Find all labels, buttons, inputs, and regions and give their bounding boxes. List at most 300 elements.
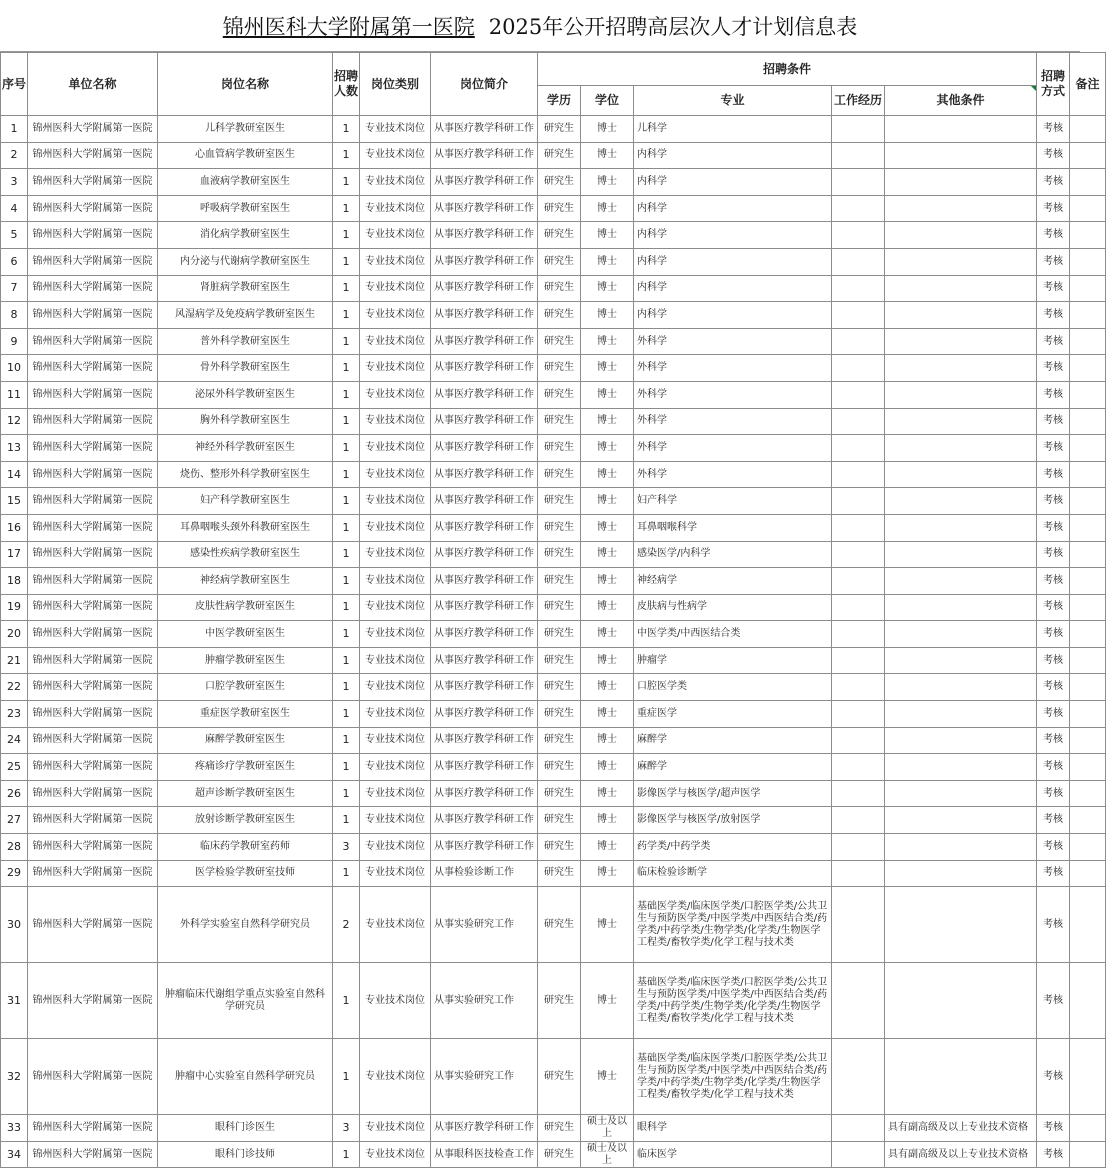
cell-unit: 锦州医科大学附属第一医院 — [28, 302, 158, 329]
cell-count: 1 — [333, 594, 360, 621]
cell-remark — [1070, 328, 1106, 355]
cell-other — [885, 488, 1037, 515]
cell-method: 考核 — [1037, 169, 1070, 196]
cell-other — [885, 302, 1037, 329]
header-count: 招聘人数 — [333, 53, 360, 116]
cell-unit: 锦州医科大学附属第一医院 — [28, 674, 158, 701]
cell-count: 1 — [333, 435, 360, 462]
cell-position: 消化病学教研室医生 — [158, 222, 333, 249]
cell-education: 研究生 — [538, 780, 581, 807]
cell-experience — [832, 1115, 885, 1142]
table-body — [1, 116, 1106, 1168]
cell-unit: 锦州医科大学附属第一医院 — [28, 195, 158, 222]
cell-education: 研究生 — [538, 887, 581, 963]
cell-education: 研究生 — [538, 328, 581, 355]
cell-remark — [1070, 408, 1106, 435]
cell-unit: 锦州医科大学附属第一医院 — [28, 169, 158, 196]
cell-degree: 博士 — [581, 834, 634, 861]
table-row — [1, 355, 1106, 382]
cell-category: 专业技术岗位 — [360, 328, 431, 355]
table-row — [1, 461, 1106, 488]
cell-count: 1 — [333, 381, 360, 408]
cell-intro: 从事医疗教学科研工作 — [431, 834, 538, 861]
cell-education: 研究生 — [538, 355, 581, 382]
cell-other — [885, 834, 1037, 861]
cell-intro: 从事医疗教学科研工作 — [431, 328, 538, 355]
cell-other: 具有副高级及以上专业技术资格 — [885, 1141, 1037, 1168]
cell-index: 30 — [1, 887, 28, 963]
cell-experience — [832, 142, 885, 169]
table-row — [1, 674, 1106, 701]
cell-experience — [832, 1039, 885, 1115]
cell-other — [885, 727, 1037, 754]
cell-category: 专业技术岗位 — [360, 169, 431, 196]
cell-count: 1 — [333, 488, 360, 515]
table-row — [1, 169, 1106, 196]
cell-count: 2 — [333, 887, 360, 963]
cell-method: 考核 — [1037, 142, 1070, 169]
cell-intro: 从事检验诊断工作 — [431, 860, 538, 887]
cell-count: 1 — [333, 195, 360, 222]
cell-major: 肿瘤学 — [634, 647, 832, 674]
cell-method: 考核 — [1037, 381, 1070, 408]
cell-count: 1 — [333, 514, 360, 541]
cell-remark — [1070, 674, 1106, 701]
cell-index: 25 — [1, 754, 28, 781]
cell-major: 基础医学类/临床医学类/口腔医学类/公共卫生与预防医学类/中医学类/中西医结合类/药学类/中药学类/生物学类/化学类/生物医学工程类/畜牧学类/化学工程与技术类 — [634, 887, 832, 963]
cell-category: 专业技术岗位 — [360, 1141, 431, 1168]
cell-education: 研究生 — [538, 142, 581, 169]
cell-unit: 锦州医科大学附属第一医院 — [28, 834, 158, 861]
table-row — [1, 780, 1106, 807]
cell-count: 1 — [333, 248, 360, 275]
cell-education: 研究生 — [538, 674, 581, 701]
cell-position: 皮肤性病学教研室医生 — [158, 594, 333, 621]
cell-category: 专业技术岗位 — [360, 727, 431, 754]
cell-intro: 从事医疗教学科研工作 — [431, 488, 538, 515]
cell-degree: 博士 — [581, 541, 634, 568]
cell-major: 外科学 — [634, 461, 832, 488]
cell-intro: 从事医疗教学科研工作 — [431, 355, 538, 382]
cell-intro: 从事医疗教学科研工作 — [431, 621, 538, 648]
cell-remark — [1070, 807, 1106, 834]
header-other: 其他条件 — [885, 86, 1037, 116]
cell-degree: 博士 — [581, 1039, 634, 1115]
cell-method: 考核 — [1037, 647, 1070, 674]
cell-index: 27 — [1, 807, 28, 834]
table-row — [1, 248, 1106, 275]
cell-degree: 硕士及以上 — [581, 1141, 634, 1168]
cell-category: 专业技术岗位 — [360, 142, 431, 169]
table-row — [1, 1115, 1106, 1142]
cell-method: 考核 — [1037, 780, 1070, 807]
cell-category: 专业技术岗位 — [360, 834, 431, 861]
cell-count: 1 — [333, 302, 360, 329]
cell-remark — [1070, 355, 1106, 382]
cell-unit: 锦州医科大学附属第一医院 — [28, 116, 158, 143]
cell-experience — [832, 780, 885, 807]
cell-other — [885, 860, 1037, 887]
cell-intro: 从事医疗教学科研工作 — [431, 807, 538, 834]
header-intro: 岗位简介 — [431, 53, 538, 116]
cell-intro: 从事医疗教学科研工作 — [431, 381, 538, 408]
cell-index: 2 — [1, 142, 28, 169]
cell-method: 考核 — [1037, 963, 1070, 1039]
cell-category: 专业技术岗位 — [360, 963, 431, 1039]
cell-intro: 从事实验研究工作 — [431, 1039, 538, 1115]
cell-unit: 锦州医科大学附属第一医院 — [28, 1115, 158, 1142]
table-row — [1, 754, 1106, 781]
cell-count: 3 — [333, 1115, 360, 1142]
cell-degree: 博士 — [581, 514, 634, 541]
cell-method: 考核 — [1037, 860, 1070, 887]
cell-unit: 锦州医科大学附属第一医院 — [28, 461, 158, 488]
cell-major: 内科学 — [634, 195, 832, 222]
cell-method: 考核 — [1037, 302, 1070, 329]
cell-remark — [1070, 541, 1106, 568]
cell-position: 烧伤、整形外科学教研室医生 — [158, 461, 333, 488]
cell-position: 放射诊断学教研室医生 — [158, 807, 333, 834]
cell-education: 研究生 — [538, 222, 581, 249]
cell-count: 1 — [333, 541, 360, 568]
cell-experience — [832, 727, 885, 754]
cell-remark — [1070, 860, 1106, 887]
cell-remark — [1070, 142, 1106, 169]
cell-count: 1 — [333, 461, 360, 488]
cell-remark — [1070, 381, 1106, 408]
cell-remark — [1070, 1039, 1106, 1115]
cell-degree: 博士 — [581, 461, 634, 488]
cell-category: 专业技术岗位 — [360, 461, 431, 488]
cell-unit: 锦州医科大学附属第一医院 — [28, 222, 158, 249]
cell-education: 研究生 — [538, 169, 581, 196]
cell-major: 内科学 — [634, 169, 832, 196]
cell-degree: 博士 — [581, 381, 634, 408]
cell-other — [885, 169, 1037, 196]
cell-remark — [1070, 727, 1106, 754]
cell-index: 14 — [1, 461, 28, 488]
cell-education: 研究生 — [538, 860, 581, 887]
cell-position: 肿瘤学教研室医生 — [158, 647, 333, 674]
cell-experience — [832, 461, 885, 488]
cell-experience — [832, 807, 885, 834]
cell-category: 专业技术岗位 — [360, 674, 431, 701]
cell-category: 专业技术岗位 — [360, 887, 431, 963]
cell-count: 1 — [333, 860, 360, 887]
cell-method: 考核 — [1037, 568, 1070, 595]
header-education: 学历 — [538, 86, 581, 116]
cell-education: 研究生 — [538, 435, 581, 462]
cell-unit: 锦州医科大学附属第一医院 — [28, 594, 158, 621]
cell-intro: 从事医疗教学科研工作 — [431, 674, 538, 701]
cell-other — [885, 1039, 1037, 1115]
table-row — [1, 807, 1106, 834]
cell-unit: 锦州医科大学附属第一医院 — [28, 142, 158, 169]
cell-count: 1 — [333, 116, 360, 143]
cell-intro: 从事医疗教学科研工作 — [431, 701, 538, 728]
cell-method: 考核 — [1037, 461, 1070, 488]
cell-major: 内科学 — [634, 302, 832, 329]
cell-education: 研究生 — [538, 807, 581, 834]
cell-count: 1 — [333, 754, 360, 781]
cell-intro: 从事实验研究工作 — [431, 887, 538, 963]
cell-remark — [1070, 488, 1106, 515]
cell-position: 超声诊断学教研室医生 — [158, 780, 333, 807]
cell-other — [885, 541, 1037, 568]
table-row — [1, 275, 1106, 302]
cell-major: 外科学 — [634, 355, 832, 382]
cell-position: 临床药学教研室药师 — [158, 834, 333, 861]
table-row — [1, 568, 1106, 595]
cell-major: 外科学 — [634, 435, 832, 462]
cell-other — [885, 963, 1037, 1039]
cell-other — [885, 647, 1037, 674]
cell-major: 药学类/中药学类 — [634, 834, 832, 861]
cell-method: 考核 — [1037, 754, 1070, 781]
cell-unit: 锦州医科大学附属第一医院 — [28, 381, 158, 408]
cell-position: 疼痛诊疗学教研室医生 — [158, 754, 333, 781]
cell-index: 20 — [1, 621, 28, 648]
table-row — [1, 834, 1106, 861]
cell-education: 研究生 — [538, 621, 581, 648]
cell-category: 专业技术岗位 — [360, 568, 431, 595]
cell-index: 10 — [1, 355, 28, 382]
header-experience: 工作经历 — [832, 86, 885, 116]
cell-other — [885, 754, 1037, 781]
cell-category: 专业技术岗位 — [360, 754, 431, 781]
cell-method: 考核 — [1037, 1115, 1070, 1142]
cell-remark — [1070, 275, 1106, 302]
cell-category: 专业技术岗位 — [360, 860, 431, 887]
cell-index: 29 — [1, 860, 28, 887]
cell-unit: 锦州医科大学附属第一医院 — [28, 807, 158, 834]
cell-intro: 从事医疗教学科研工作 — [431, 195, 538, 222]
cell-count: 1 — [333, 727, 360, 754]
cell-count: 1 — [333, 621, 360, 648]
table-row — [1, 541, 1106, 568]
cell-major: 外科学 — [634, 408, 832, 435]
cell-experience — [832, 887, 885, 963]
cell-position: 眼科门诊医生 — [158, 1115, 333, 1142]
cell-degree: 博士 — [581, 963, 634, 1039]
cell-remark — [1070, 1141, 1106, 1168]
cell-experience — [832, 701, 885, 728]
cell-degree: 博士 — [581, 248, 634, 275]
cell-other — [885, 142, 1037, 169]
cell-unit: 锦州医科大学附属第一医院 — [28, 435, 158, 462]
cell-unit: 锦州医科大学附属第一医院 — [28, 248, 158, 275]
cell-intro: 从事医疗教学科研工作 — [431, 514, 538, 541]
cell-count: 1 — [333, 275, 360, 302]
cell-category: 专业技术岗位 — [360, 1115, 431, 1142]
cell-experience — [832, 568, 885, 595]
cell-experience — [832, 116, 885, 143]
cell-category: 专业技术岗位 — [360, 302, 431, 329]
cell-other — [885, 195, 1037, 222]
cell-other — [885, 621, 1037, 648]
cell-method: 考核 — [1037, 887, 1070, 963]
cell-unit: 锦州医科大学附属第一医院 — [28, 727, 158, 754]
cell-count: 1 — [333, 142, 360, 169]
cell-index: 12 — [1, 408, 28, 435]
cell-position: 血液病学教研室医生 — [158, 169, 333, 196]
cell-degree: 博士 — [581, 754, 634, 781]
cell-experience — [832, 195, 885, 222]
cell-remark — [1070, 568, 1106, 595]
cell-degree: 博士 — [581, 621, 634, 648]
cell-category: 专业技术岗位 — [360, 780, 431, 807]
cell-position: 口腔学教研室医生 — [158, 674, 333, 701]
cell-intro: 从事医疗教学科研工作 — [431, 222, 538, 249]
cell-major: 神经病学 — [634, 568, 832, 595]
cell-index: 16 — [1, 514, 28, 541]
cell-unit: 锦州医科大学附属第一医院 — [28, 1141, 158, 1168]
cell-degree: 博士 — [581, 195, 634, 222]
cell-method: 考核 — [1037, 435, 1070, 462]
header-position: 岗位名称 — [158, 53, 333, 116]
cell-position: 肾脏病学教研室医生 — [158, 275, 333, 302]
header-conditions: 招聘条件 — [538, 53, 1037, 86]
cell-intro: 从事医疗教学科研工作 — [431, 302, 538, 329]
cell-intro: 从事医疗教学科研工作 — [431, 275, 538, 302]
cell-method: 考核 — [1037, 727, 1070, 754]
cell-position: 心血管病学教研室医生 — [158, 142, 333, 169]
cell-unit: 锦州医科大学附属第一医院 — [28, 754, 158, 781]
cell-degree: 博士 — [581, 780, 634, 807]
cell-remark — [1070, 461, 1106, 488]
cell-major: 影像医学与核医学/放射医学 — [634, 807, 832, 834]
cell-major: 口腔医学类 — [634, 674, 832, 701]
cell-position: 耳鼻咽喉头颈外科教研室医生 — [158, 514, 333, 541]
cell-intro: 从事医疗教学科研工作 — [431, 248, 538, 275]
cell-education: 研究生 — [538, 461, 581, 488]
cell-index: 23 — [1, 701, 28, 728]
cell-experience — [832, 169, 885, 196]
page-title — [0, 0, 1080, 52]
cell-method: 考核 — [1037, 328, 1070, 355]
cell-other — [885, 780, 1037, 807]
cell-other — [885, 381, 1037, 408]
cell-index: 28 — [1, 834, 28, 861]
cell-other — [885, 222, 1037, 249]
cell-experience — [832, 435, 885, 462]
cell-method: 考核 — [1037, 834, 1070, 861]
cell-degree: 博士 — [581, 302, 634, 329]
cell-other — [885, 887, 1037, 963]
cell-other — [885, 435, 1037, 462]
cell-degree: 博士 — [581, 116, 634, 143]
cell-unit: 锦州医科大学附属第一医院 — [28, 408, 158, 435]
cell-method: 考核 — [1037, 701, 1070, 728]
cell-method: 考核 — [1037, 621, 1070, 648]
cell-education: 研究生 — [538, 701, 581, 728]
table-row — [1, 514, 1106, 541]
cell-major: 麻醉学 — [634, 727, 832, 754]
table-row — [1, 963, 1106, 1039]
cell-other — [885, 328, 1037, 355]
cell-count: 1 — [333, 1141, 360, 1168]
cell-major: 内科学 — [634, 142, 832, 169]
cell-position: 中医学教研室医生 — [158, 621, 333, 648]
cell-remark — [1070, 887, 1106, 963]
cell-education: 研究生 — [538, 754, 581, 781]
cell-remark — [1070, 302, 1106, 329]
cell-experience — [832, 621, 885, 648]
cell-education: 研究生 — [538, 963, 581, 1039]
cell-experience — [832, 1141, 885, 1168]
cell-major: 妇产科学 — [634, 488, 832, 515]
cell-category: 专业技术岗位 — [360, 355, 431, 382]
cell-index: 1 — [1, 116, 28, 143]
cell-major: 外科学 — [634, 381, 832, 408]
cell-remark — [1070, 834, 1106, 861]
cell-remark — [1070, 621, 1106, 648]
cell-degree: 博士 — [581, 142, 634, 169]
cell-count: 3 — [333, 834, 360, 861]
cell-intro: 从事医疗教学科研工作 — [431, 568, 538, 595]
cell-index: 31 — [1, 963, 28, 1039]
cell-major: 皮肤病与性病学 — [634, 594, 832, 621]
cell-major: 耳鼻咽喉科学 — [634, 514, 832, 541]
cell-other — [885, 355, 1037, 382]
cell-category: 专业技术岗位 — [360, 488, 431, 515]
cell-intro: 从事医疗教学科研工作 — [431, 754, 538, 781]
header-degree: 学位 — [581, 86, 634, 116]
cell-count: 1 — [333, 701, 360, 728]
cell-position: 肿瘤临床代谢组学重点实验室自然科学研究员 — [158, 963, 333, 1039]
cell-method: 考核 — [1037, 248, 1070, 275]
cell-experience — [832, 248, 885, 275]
cell-major: 内科学 — [634, 222, 832, 249]
table-row — [1, 302, 1106, 329]
cell-method: 考核 — [1037, 594, 1070, 621]
cell-index: 6 — [1, 248, 28, 275]
title-org: 锦州医科大学附属第一医院 — [222, 14, 475, 39]
cell-intro: 从事医疗教学科研工作 — [431, 541, 538, 568]
cell-index: 34 — [1, 1141, 28, 1168]
cell-category: 专业技术岗位 — [360, 541, 431, 568]
cell-other — [885, 568, 1037, 595]
cell-remark — [1070, 169, 1106, 196]
table-row — [1, 621, 1106, 648]
cell-unit: 锦州医科大学附属第一医院 — [28, 647, 158, 674]
cell-index: 26 — [1, 780, 28, 807]
cell-count: 1 — [333, 674, 360, 701]
cell-remark — [1070, 222, 1106, 249]
cell-intro: 从事医疗教学科研工作 — [431, 594, 538, 621]
cell-remark — [1070, 248, 1106, 275]
cell-degree: 博士 — [581, 807, 634, 834]
cell-unit: 锦州医科大学附属第一医院 — [28, 887, 158, 963]
cell-method: 考核 — [1037, 488, 1070, 515]
cell-major: 儿科学 — [634, 116, 832, 143]
cell-education: 研究生 — [538, 275, 581, 302]
cell-other — [885, 514, 1037, 541]
cell-method: 考核 — [1037, 222, 1070, 249]
cell-experience — [832, 647, 885, 674]
cell-unit: 锦州医科大学附属第一医院 — [28, 568, 158, 595]
cell-index: 18 — [1, 568, 28, 595]
cell-experience — [832, 408, 885, 435]
cell-education: 研究生 — [538, 381, 581, 408]
table-row — [1, 594, 1106, 621]
cell-category: 专业技术岗位 — [360, 701, 431, 728]
cell-education: 研究生 — [538, 302, 581, 329]
cell-count: 1 — [333, 568, 360, 595]
cell-experience — [832, 754, 885, 781]
cell-remark — [1070, 754, 1106, 781]
cell-degree: 博士 — [581, 222, 634, 249]
